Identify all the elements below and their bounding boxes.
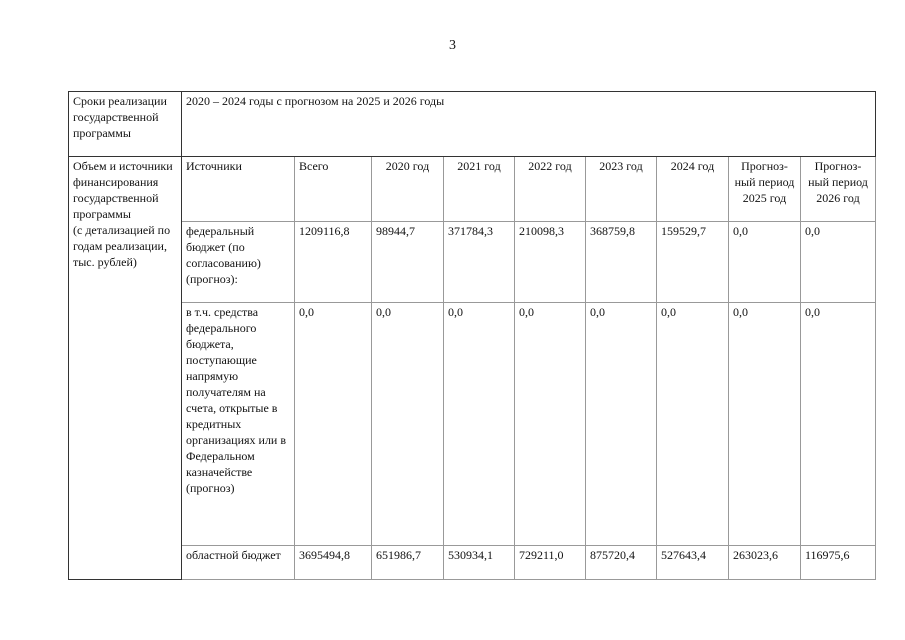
funding-label-part2: (с детализацией по годам реализации, тыс. рублей)	[73, 223, 171, 269]
cell-2020: 0,0	[372, 303, 444, 546]
source-regional: областной бюджет	[182, 546, 295, 580]
period-value: 2020 – 2024 годы с прогнозом на 2025 и 2026 годы	[182, 92, 876, 157]
period-row	[69, 92, 876, 157]
cell-2026: 116975,6	[801, 546, 876, 580]
header-2022: 2022 год	[515, 157, 586, 222]
cell-2025: 263023,6	[729, 546, 801, 580]
source-federal-direct: в т.ч. средства федерального бюджета, поступающие напрямую получателям на счета, открытые в кредитных организациях или в Федеральном казначействе (прогноз)	[182, 303, 295, 546]
table-row	[69, 303, 876, 546]
cell-2020: 98944,7	[372, 222, 444, 303]
cell-2026: 0,0	[801, 303, 876, 546]
header-total: Всего	[295, 157, 372, 222]
cell-total: 0,0	[295, 303, 372, 546]
cell-2024: 0,0	[657, 303, 729, 546]
header-2026: Прогноз-ный период 2026 год	[801, 157, 876, 222]
cell-total: 3695494,8	[295, 546, 372, 580]
cell-2021: 371784,3	[444, 222, 515, 303]
cell-2022: 729211,0	[515, 546, 586, 580]
cell-2024: 527643,4	[657, 546, 729, 580]
source-federal: федеральный бюджет (по согласованию) (прогноз):	[182, 222, 295, 303]
cell-2025: 0,0	[729, 303, 801, 546]
table-row	[69, 222, 876, 303]
header-2023: 2023 год	[586, 157, 657, 222]
program-passport-table	[68, 91, 876, 580]
cell-2026: 0,0	[801, 222, 876, 303]
header-2020: 2020 год	[372, 157, 444, 222]
cell-2022: 210098,3	[515, 222, 586, 303]
table-row	[69, 546, 876, 580]
cell-2023: 368759,8	[586, 222, 657, 303]
cell-2025: 0,0	[729, 222, 801, 303]
funding-header-row	[69, 157, 876, 222]
page-number: 3	[449, 38, 456, 53]
cell-total: 1209116,8	[295, 222, 372, 303]
header-2025: Прогноз-ный период 2025 год	[729, 157, 801, 222]
cell-2022: 0,0	[515, 303, 586, 546]
funding-label-cell	[69, 157, 182, 580]
cell-2023: 0,0	[586, 303, 657, 546]
header-source: Источники	[182, 157, 295, 222]
cell-2020: 651986,7	[372, 546, 444, 580]
header-2021: 2021 год	[444, 157, 515, 222]
cell-2021: 530934,1	[444, 546, 515, 580]
funding-label-part1: Объем и источники финансирования государственной программы	[73, 159, 173, 221]
header-2024: 2024 год	[657, 157, 729, 222]
cell-2021: 0,0	[444, 303, 515, 546]
cell-2023: 875720,4	[586, 546, 657, 580]
period-label: Сроки реализации государственной программы	[69, 92, 182, 157]
cell-2024: 159529,7	[657, 222, 729, 303]
